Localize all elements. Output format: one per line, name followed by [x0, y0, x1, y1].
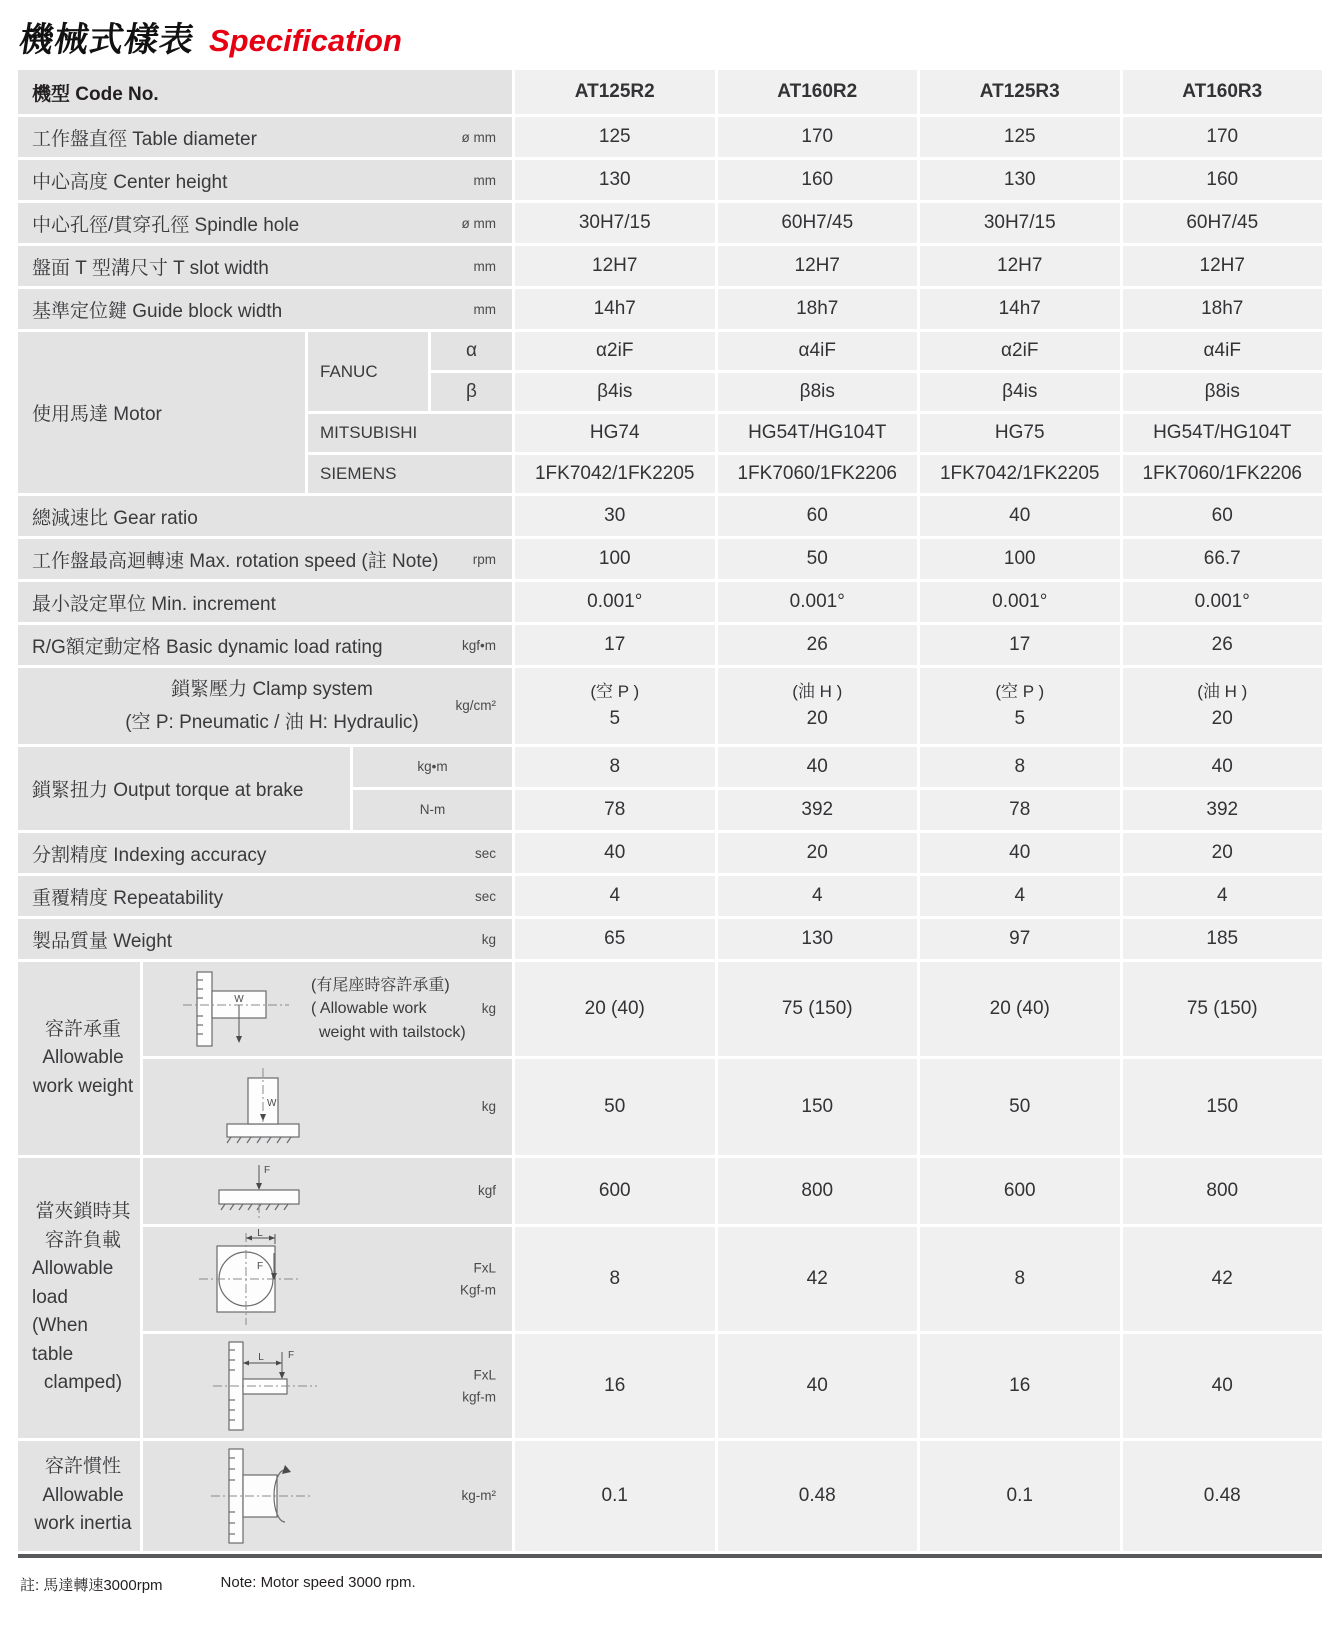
row-label-cell	[18, 203, 512, 243]
value-cell: HG54T/HG104T	[718, 414, 918, 452]
section-label-line: Allowable	[42, 1484, 124, 1506]
value-cell: 40	[515, 833, 715, 873]
clamp-type: (空 P )	[590, 681, 640, 701]
row-unit: FxL kgf-m	[462, 1367, 496, 1404]
value-cell	[515, 668, 715, 744]
value-cell: 42	[718, 1227, 918, 1331]
value-cell: 60	[1123, 496, 1323, 536]
motor-label-cell	[18, 332, 305, 493]
row-label: 盤面 T 型溝尺寸 T slot width	[32, 257, 269, 279]
row-unit: kg	[481, 1001, 496, 1017]
value-cell: HG74	[515, 414, 715, 452]
value-cell: 4	[718, 876, 918, 916]
value-cell: 170	[718, 117, 918, 157]
value-cell: 1FK7060/1FK2206	[1123, 455, 1323, 493]
value-cell: 4	[920, 876, 1120, 916]
table-row	[18, 246, 1322, 286]
value-cell: 20 (40)	[920, 962, 1120, 1056]
value-cell: 60H7/45	[718, 203, 918, 243]
row-unit: kg-m²	[461, 1488, 496, 1504]
unit-cell: N-m	[353, 790, 512, 830]
value-cell: 40	[920, 496, 1120, 536]
value-cell: 16	[920, 1334, 1120, 1438]
row-label-cell	[18, 625, 512, 665]
value-cell: 20 (40)	[515, 962, 715, 1056]
value-cell: 26	[718, 625, 918, 665]
row-label: 使用馬達 Motor	[32, 404, 162, 425]
value-cell: 14h7	[920, 289, 1120, 329]
axial-force-diagram-cell	[143, 1158, 512, 1224]
alpha-label-cell: α	[431, 332, 512, 370]
clamp-label-line2: (空 P: Pneumatic / 油 H: Hydraulic)	[125, 712, 419, 733]
section-label-line: work weight	[32, 1075, 134, 1097]
value-cell: 8	[920, 1227, 1120, 1331]
inertia-diagram-cell	[143, 1441, 512, 1551]
value-cell: 130	[718, 919, 918, 959]
value-cell: HG75	[920, 414, 1120, 452]
row-label: 最小設定單位 Min. increment	[32, 593, 276, 615]
row-label-cell	[18, 289, 512, 329]
row-unit: kgf•m	[462, 637, 496, 653]
table-row	[18, 919, 1322, 959]
value-cell: 8	[515, 1227, 715, 1331]
value-cell: 800	[718, 1158, 918, 1224]
section-label-line: Allowable	[42, 1047, 124, 1069]
inertia-label-cell	[18, 1441, 140, 1551]
page-title	[16, 12, 1322, 59]
table-row	[18, 539, 1322, 579]
page-title-en: Specification	[209, 23, 402, 58]
row-label-cell	[18, 496, 512, 536]
row-unit: ø mm	[461, 129, 496, 145]
section-label-line: 容許負載	[44, 1229, 121, 1251]
value-cell: 4	[515, 876, 715, 916]
value-cell: 4	[1123, 876, 1323, 916]
clamp-system-row	[18, 668, 1322, 744]
torque-section	[18, 747, 1322, 830]
value-cell: β4is	[920, 373, 1120, 411]
value-cell: 75 (150)	[718, 962, 918, 1056]
value-cell: 0.001°	[1123, 582, 1323, 622]
section-label-line: 當夾鎖時其	[35, 1201, 131, 1223]
clamp-type: (油 H )	[792, 681, 843, 701]
value-cell: 150	[1123, 1059, 1323, 1155]
value-cell: α4iF	[1123, 332, 1323, 370]
row-unit: kg	[481, 931, 496, 947]
value-cell: 78	[920, 790, 1120, 830]
torque-label-cell	[18, 747, 350, 830]
value-cell: 30	[515, 496, 715, 536]
model-header: AT125R2	[515, 70, 715, 114]
model-header: AT160R3	[1123, 70, 1323, 114]
row-unit: ø mm	[461, 215, 496, 231]
row-label: 重覆精度 Repeatability	[32, 887, 224, 909]
radial-moment-diagram	[191, 1229, 311, 1329]
value-cell	[920, 668, 1120, 744]
clamp-type: (空 P )	[995, 681, 1045, 701]
motor-section	[18, 332, 1322, 493]
clamp-value: 5	[1014, 707, 1026, 729]
unit-cell: kg•m	[353, 747, 512, 787]
value-cell: 1FK7042/1FK2205	[515, 455, 715, 493]
vertical-work-diagram	[205, 1062, 323, 1152]
clamped-load-label-cell	[18, 1158, 140, 1438]
mitsubishi-brand-cell: MITSUBISHI	[308, 414, 512, 452]
row-label-cell	[18, 919, 512, 959]
table-row	[18, 625, 1322, 665]
value-cell: α4iF	[718, 332, 918, 370]
row-label-cell	[18, 117, 512, 157]
row-label: 基準定位鍵 Guide block width	[32, 300, 283, 322]
row-label-cell	[18, 539, 512, 579]
value-cell: 40	[1123, 1334, 1323, 1438]
value-cell: 0.1	[515, 1441, 715, 1551]
row-unit: sec	[474, 845, 496, 861]
value-cell: 1FK7060/1FK2206	[718, 455, 918, 493]
clamp-value: 20	[806, 707, 828, 729]
value-cell: 1FK7042/1FK2205	[920, 455, 1120, 493]
svg-text:F: F	[264, 1165, 271, 1176]
value-cell: 65	[515, 919, 715, 959]
value-cell: 100	[920, 539, 1120, 579]
inertia-diagram	[201, 1445, 321, 1547]
value-cell: 0.48	[718, 1441, 918, 1551]
row-label: 中心孔徑/貫穿孔徑 Spindle hole	[32, 214, 300, 236]
clamped-load-section	[18, 1158, 1322, 1438]
code-no-header: 機型 Code No.	[18, 70, 512, 114]
row-label: 鎖緊扭力 Output torque at brake	[32, 780, 304, 801]
value-cell: 392	[718, 790, 918, 830]
value-cell: 14h7	[515, 289, 715, 329]
value-cell: 185	[1123, 919, 1323, 959]
value-cell: HG54T/HG104T	[1123, 414, 1323, 452]
value-cell: β8is	[1123, 373, 1323, 411]
value-cell: β8is	[718, 373, 918, 411]
table-row	[18, 160, 1322, 200]
table-row	[18, 833, 1322, 873]
table-row	[18, 203, 1322, 243]
fanuc-brand-cell: FANUC	[308, 332, 428, 411]
clamp-label-line1: 鎖緊壓力 Clamp system	[171, 678, 373, 700]
value-cell: 125	[515, 117, 715, 157]
tailstock-diagram	[177, 968, 295, 1050]
footnote-en: Note: Motor speed 3000 rpm.	[220, 1574, 416, 1591]
tailstock-diagram-cell	[143, 962, 512, 1056]
value-cell: 17	[920, 625, 1120, 665]
value-cell: 60	[718, 496, 918, 536]
row-label: 製品質量 Weight	[32, 930, 173, 952]
value-cell: 8	[515, 747, 715, 787]
model-header: AT160R2	[718, 70, 918, 114]
section-label-line: Allowable load	[32, 1258, 114, 1308]
row-label: 工作盤最高迴轉速 Max. rotation speed (註 Note)	[32, 550, 439, 572]
vertical-work-diagram-cell	[143, 1059, 512, 1155]
value-cell: 392	[1123, 790, 1323, 830]
value-cell: 16	[515, 1334, 715, 1438]
row-label: 中心高度 Center height	[32, 171, 228, 193]
value-cell: 18h7	[718, 289, 918, 329]
side-moment-diagram-cell	[143, 1334, 512, 1438]
value-cell: 125	[920, 117, 1120, 157]
value-cell: 50	[515, 1059, 715, 1155]
work-weight-label-cell	[18, 962, 140, 1155]
spec-table	[18, 70, 1322, 1558]
row-unit: sec	[474, 888, 496, 904]
value-cell: β4is	[515, 373, 715, 411]
row-label: 工作盤直徑 Table diameter	[32, 128, 257, 150]
value-cell: 78	[515, 790, 715, 830]
row-unit: kgf	[477, 1183, 496, 1199]
beta-label-cell: β	[431, 373, 512, 411]
section-label-line: 容許慣性	[44, 1456, 121, 1478]
value-cell: 130	[920, 160, 1120, 200]
svg-text:L: L	[257, 1229, 263, 1239]
clamp-type: (油 H )	[1197, 681, 1248, 701]
section-label-line: clamped)	[43, 1372, 123, 1394]
section-label-line: (When table	[32, 1315, 88, 1365]
value-cell: 12H7	[718, 246, 918, 286]
value-cell: α2iF	[515, 332, 715, 370]
radial-moment-diagram-cell	[143, 1227, 512, 1331]
value-cell: 0.48	[1123, 1441, 1323, 1551]
value-cell: 12H7	[515, 246, 715, 286]
value-cell: 40	[718, 1334, 918, 1438]
section-label-line: work inertia	[34, 1513, 132, 1535]
value-cell: 100	[515, 539, 715, 579]
value-cell: α2iF	[920, 332, 1120, 370]
work-weight-section	[18, 962, 1322, 1155]
row-unit: FxL Kgf-m	[459, 1260, 496, 1297]
value-cell: 40	[920, 833, 1120, 873]
svg-text:L: L	[258, 1352, 264, 1363]
value-cell: 600	[920, 1158, 1120, 1224]
value-cell: 600	[515, 1158, 715, 1224]
value-cell: 18h7	[1123, 289, 1323, 329]
page-title-zh: 機械式樣表	[16, 21, 198, 59]
value-cell: 30H7/15	[515, 203, 715, 243]
model-header: AT125R3	[920, 70, 1120, 114]
row-label: 分割精度 Indexing accuracy	[32, 844, 267, 866]
row-label-cell	[18, 876, 512, 916]
value-cell: 50	[920, 1059, 1120, 1155]
row-label: R/G額定動定格 Basic dynamic load rating	[32, 636, 383, 658]
value-cell	[1123, 668, 1323, 744]
value-cell: 12H7	[920, 246, 1120, 286]
value-cell: 20	[1123, 833, 1323, 873]
value-cell: 40	[718, 747, 918, 787]
row-unit: mm	[473, 301, 496, 317]
value-cell	[718, 668, 918, 744]
row-unit: mm	[473, 258, 496, 274]
table-bottom-rule	[18, 1554, 1322, 1558]
value-cell: 26	[1123, 625, 1323, 665]
row-unit: rpm	[472, 551, 496, 567]
value-cell: 50	[718, 539, 918, 579]
section-label-line: 容許承重	[44, 1018, 121, 1040]
value-cell: 60H7/45	[1123, 203, 1323, 243]
value-cell: 0.1	[920, 1441, 1120, 1551]
siemens-brand-cell: SIEMENS	[308, 455, 512, 493]
row-unit: kg	[481, 1099, 496, 1115]
row-label-cell	[18, 833, 512, 873]
value-cell: 97	[920, 919, 1120, 959]
clamp-value: 20	[1211, 707, 1233, 729]
row-unit: mm	[473, 172, 496, 188]
svg-text:W: W	[234, 994, 244, 1005]
clamp-value: 5	[609, 707, 621, 729]
table-row	[18, 117, 1322, 157]
value-cell: 17	[515, 625, 715, 665]
tailstock-caption: (有尾座時容許承重) ( Allowable work weight with tailstock)	[311, 977, 466, 1041]
row-label: 總減速比 Gear ratio	[32, 507, 198, 529]
value-cell: 170	[1123, 117, 1323, 157]
table-row	[18, 289, 1322, 329]
value-cell: 160	[1123, 160, 1323, 200]
svg-text:F: F	[257, 1261, 264, 1272]
value-cell: 160	[718, 160, 918, 200]
value-cell: 40	[1123, 747, 1323, 787]
row-label-cell	[18, 246, 512, 286]
side-moment-diagram	[205, 1336, 325, 1436]
value-cell: 42	[1123, 1227, 1323, 1331]
value-cell: 0.001°	[920, 582, 1120, 622]
value-cell: 0.001°	[515, 582, 715, 622]
value-cell: 30H7/15	[920, 203, 1120, 243]
clamp-label-cell	[18, 668, 512, 744]
value-cell: 130	[515, 160, 715, 200]
table-row	[18, 876, 1322, 916]
svg-text:F: F	[288, 1350, 295, 1361]
row-unit: kg/cm²	[455, 698, 496, 714]
value-cell: 150	[718, 1059, 918, 1155]
table-row	[18, 582, 1322, 622]
value-cell: 800	[1123, 1158, 1323, 1224]
svg-text:W: W	[267, 1098, 277, 1109]
value-cell: 8	[920, 747, 1120, 787]
footnote	[20, 1574, 1322, 1595]
axial-force-diagram	[201, 1161, 321, 1221]
row-label-cell	[18, 582, 512, 622]
value-cell: 66.7	[1123, 539, 1323, 579]
inertia-section	[18, 1441, 1322, 1551]
value-cell: 12H7	[1123, 246, 1323, 286]
value-cell: 75 (150)	[1123, 962, 1323, 1056]
header-row	[18, 70, 1322, 114]
value-cell: 20	[718, 833, 918, 873]
value-cell: 0.001°	[718, 582, 918, 622]
row-label-cell	[18, 160, 512, 200]
footnote-zh: 註: 馬達轉速3000rpm	[20, 1577, 163, 1594]
table-row	[18, 496, 1322, 536]
